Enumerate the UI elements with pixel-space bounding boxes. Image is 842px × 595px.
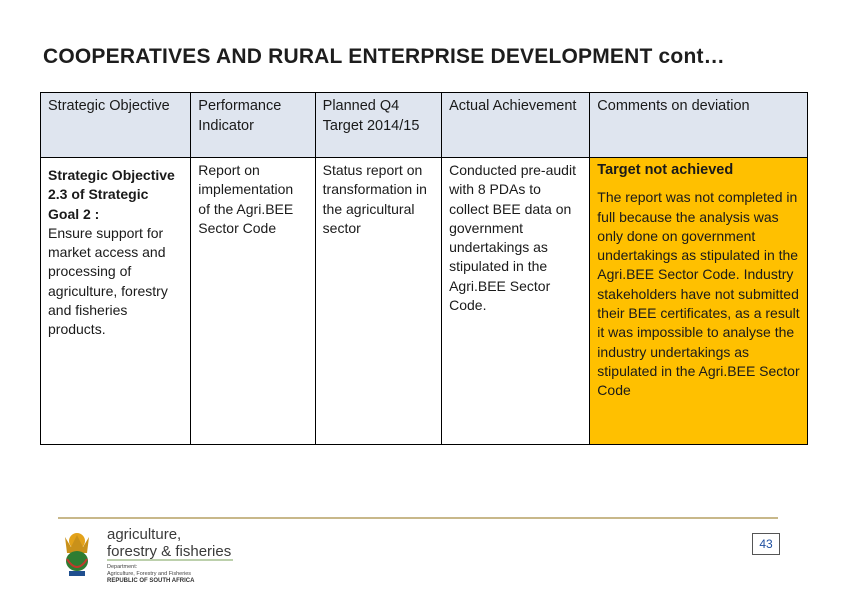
department-logo [55, 523, 255, 585]
svg-text:forestry & fisheries: forestry & fisheries [107, 543, 232, 560]
footer-divider [58, 517, 778, 519]
header-planned-target: Planned Q4 Target 2014/15 [315, 93, 441, 158]
cell-planned-target: Status report on transformation in the agricultural sector [315, 158, 441, 445]
page-number: 43 [752, 533, 780, 555]
objective-text: Ensure support for market access and processing of agriculture, forestry and fisheries products. [48, 224, 168, 338]
header-comments: Comments on deviation [590, 93, 808, 158]
svg-text:Department:: Department: [107, 564, 138, 570]
page-title: COOPERATIVES AND RURAL ENTERPRISE DEVELOPMENT cont… [43, 45, 725, 68]
table-row [41, 158, 808, 445]
header-strategic-objective: Strategic Objective [41, 93, 191, 158]
coat-of-arms-icon [65, 533, 89, 576]
header-actual-achievement: Actual Achievement [442, 93, 590, 158]
table-header-row [41, 93, 808, 158]
cell-actual-achievement: Conducted pre-audit with 8 PDAs to collect BEE data on government undertakings as stipulated in the Agri.BEE Sector Code. [442, 158, 590, 445]
svg-text:agriculture,: agriculture, [107, 526, 182, 543]
svg-text:REPUBLIC OF SOUTH AFRICA: REPUBLIC OF SOUTH AFRICA [107, 578, 195, 584]
comment-lead: Target not achieved [597, 162, 734, 178]
svg-text:Agriculture, Forestry and Fish: Agriculture, Forestry and Fisheries [107, 571, 192, 577]
performance-table [40, 92, 808, 445]
cell-strategic-objective [41, 158, 191, 445]
cell-comments [590, 158, 808, 445]
objective-bold-text: Strategic Objective 2.3 of Strategic Goal 2 : [48, 167, 175, 222]
header-performance-indicator: Performance Indicator [191, 93, 315, 158]
cell-performance-indicator: Report on implementation of the Agri.BEE Sector Code [191, 158, 315, 445]
comment-text: The report was not completed in full because the analysis was only done on government undertakings as stipulated in the Agri.BEE Sector Code. Industry stakeholders have not submitted their BEE certificates, as a result it was impossible to analyse the industry undertakings as stipulated in the Agri.BEE Sector Code [597, 189, 800, 399]
